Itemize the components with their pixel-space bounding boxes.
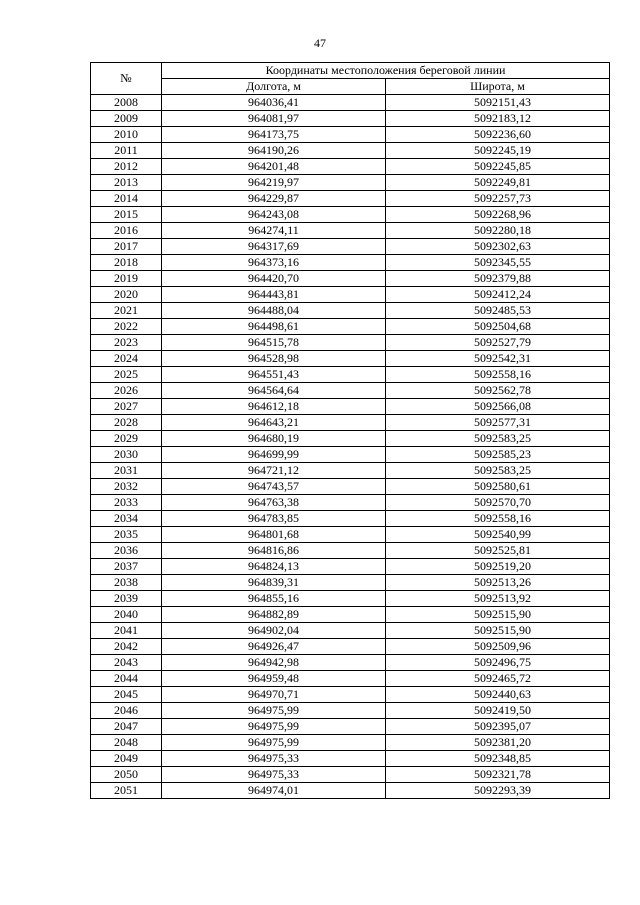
cell-longitude: 964959,48 [162,671,386,687]
cell-latitude: 5092504,68 [386,319,610,335]
cell-number: 2035 [91,527,162,543]
cell-latitude: 5092293,39 [386,783,610,799]
cell-longitude: 964201,48 [162,159,386,175]
table-row [91,735,610,751]
table-row [91,607,610,623]
table-row [91,143,610,159]
table-row [91,399,610,415]
cell-latitude: 5092379,88 [386,271,610,287]
header-number: № [91,63,162,95]
cell-longitude: 964970,71 [162,687,386,703]
cell-number: 2030 [91,447,162,463]
table-row [91,159,610,175]
table-row [91,703,610,719]
cell-latitude: 5092513,26 [386,575,610,591]
cell-longitude: 964975,99 [162,735,386,751]
cell-latitude: 5092485,53 [386,303,610,319]
cell-number: 2021 [91,303,162,319]
cell-number: 2029 [91,431,162,447]
cell-number: 2033 [91,495,162,511]
cell-latitude: 5092151,43 [386,95,610,111]
table-row [91,127,610,143]
cell-longitude: 964036,41 [162,95,386,111]
cell-number: 2008 [91,95,162,111]
cell-latitude: 5092381,20 [386,735,610,751]
cell-longitude: 964274,11 [162,223,386,239]
cell-longitude: 964975,33 [162,767,386,783]
table-row [91,559,610,575]
cell-number: 2017 [91,239,162,255]
cell-number: 2014 [91,191,162,207]
cell-number: 2015 [91,207,162,223]
cell-longitude: 964942,98 [162,655,386,671]
cell-longitude: 964839,31 [162,575,386,591]
table-row [91,415,610,431]
cell-longitude: 964975,99 [162,719,386,735]
cell-number: 2010 [91,127,162,143]
cell-latitude: 5092542,31 [386,351,610,367]
cell-number: 2027 [91,399,162,415]
cell-latitude: 5092515,90 [386,607,610,623]
cell-latitude: 5092525,81 [386,543,610,559]
table-row [91,367,610,383]
cell-longitude: 964612,18 [162,399,386,415]
cell-latitude: 5092558,16 [386,367,610,383]
cell-longitude: 964926,47 [162,639,386,655]
cell-longitude: 964488,04 [162,303,386,319]
cell-latitude: 5092465,72 [386,671,610,687]
cell-latitude: 5092580,61 [386,479,610,495]
cell-latitude: 5092583,25 [386,463,610,479]
table-row [91,591,610,607]
page-number: 47 [314,36,326,50]
table-row [91,95,610,111]
cell-latitude: 5092268,96 [386,207,610,223]
table-row [91,495,610,511]
table-row [91,687,610,703]
cell-number: 2026 [91,383,162,399]
cell-longitude: 964564,64 [162,383,386,399]
cell-latitude: 5092513,92 [386,591,610,607]
cell-longitude: 964855,16 [162,591,386,607]
table-row [91,111,610,127]
cell-latitude: 5092245,85 [386,159,610,175]
cell-latitude: 5092348,85 [386,751,610,767]
cell-latitude: 5092183,12 [386,111,610,127]
cell-latitude: 5092570,70 [386,495,610,511]
table-row [91,479,610,495]
cell-longitude: 964229,87 [162,191,386,207]
cell-number: 2046 [91,703,162,719]
cell-number: 2012 [91,159,162,175]
cell-latitude: 5092245,19 [386,143,610,159]
table-row [91,511,610,527]
cell-latitude: 5092440,63 [386,687,610,703]
cell-longitude: 964190,26 [162,143,386,159]
table-row [91,719,610,735]
table-row [91,655,610,671]
cell-longitude: 964443,81 [162,287,386,303]
cell-longitude: 964975,99 [162,703,386,719]
cell-longitude: 964528,98 [162,351,386,367]
cell-longitude: 964721,12 [162,463,386,479]
cell-longitude: 964801,68 [162,527,386,543]
cell-number: 2047 [91,719,162,735]
cell-latitude: 5092345,55 [386,255,610,271]
header-latitude: Широта, м [386,79,610,95]
table-row [91,207,610,223]
cell-longitude: 964816,86 [162,543,386,559]
cell-number: 2031 [91,463,162,479]
cell-longitude: 964824,13 [162,559,386,575]
cell-latitude: 5092302,63 [386,239,610,255]
table-body [91,95,610,799]
cell-longitude: 964173,75 [162,127,386,143]
table-row [91,287,610,303]
cell-number: 2009 [91,111,162,127]
cell-longitude: 964699,99 [162,447,386,463]
cell-number: 2011 [91,143,162,159]
table-row [91,175,610,191]
header-coordinates-group: Координаты местоположения береговой линии [162,63,610,79]
cell-longitude: 964763,38 [162,495,386,511]
table-row [91,191,610,207]
table-row [91,383,610,399]
cell-longitude: 964643,21 [162,415,386,431]
cell-number: 2018 [91,255,162,271]
table-row [91,447,610,463]
cell-latitude: 5092249,81 [386,175,610,191]
cell-number: 2050 [91,767,162,783]
cell-number: 2025 [91,367,162,383]
cell-longitude: 964243,08 [162,207,386,223]
cell-latitude: 5092496,75 [386,655,610,671]
cell-number: 2016 [91,223,162,239]
cell-number: 2032 [91,479,162,495]
cell-number: 2036 [91,543,162,559]
cell-number: 2039 [91,591,162,607]
cell-number: 2041 [91,623,162,639]
table-row [91,351,610,367]
cell-latitude: 5092577,31 [386,415,610,431]
cell-longitude: 964975,33 [162,751,386,767]
table-row [91,543,610,559]
table-row [91,463,610,479]
cell-number: 2038 [91,575,162,591]
cell-number: 2023 [91,335,162,351]
table-row [91,223,610,239]
cell-latitude: 5092321,78 [386,767,610,783]
cell-number: 2044 [91,671,162,687]
table-row [91,255,610,271]
table-row [91,671,610,687]
cell-latitude: 5092585,23 [386,447,610,463]
cell-longitude: 964974,01 [162,783,386,799]
table-row [91,271,610,287]
cell-longitude: 964680,19 [162,431,386,447]
cell-longitude: 964783,85 [162,511,386,527]
cell-latitude: 5092236,60 [386,127,610,143]
cell-longitude: 964882,89 [162,607,386,623]
cell-number: 2045 [91,687,162,703]
cell-longitude: 964498,61 [162,319,386,335]
header-longitude: Долгота, м [162,79,386,95]
table-row [91,303,610,319]
cell-latitude: 5092562,78 [386,383,610,399]
cell-number: 2034 [91,511,162,527]
table-row [91,623,610,639]
cell-number: 2048 [91,735,162,751]
cell-number: 2037 [91,559,162,575]
table-row [91,767,610,783]
cell-longitude: 964420,70 [162,271,386,287]
cell-longitude: 964902,04 [162,623,386,639]
table-row [91,335,610,351]
cell-number: 2049 [91,751,162,767]
cell-number: 2051 [91,783,162,799]
cell-longitude: 964373,16 [162,255,386,271]
cell-longitude: 964515,78 [162,335,386,351]
table-row [91,239,610,255]
cell-latitude: 5092257,73 [386,191,610,207]
cell-latitude: 5092566,08 [386,399,610,415]
cell-longitude: 964219,97 [162,175,386,191]
cell-latitude: 5092527,79 [386,335,610,351]
cell-longitude: 964081,97 [162,111,386,127]
cell-number: 2040 [91,607,162,623]
cell-number: 2019 [91,271,162,287]
cell-latitude: 5092515,90 [386,623,610,639]
cell-longitude: 964743,57 [162,479,386,495]
table-row [91,751,610,767]
cell-number: 2020 [91,287,162,303]
cell-latitude: 5092519,20 [386,559,610,575]
cell-number: 2042 [91,639,162,655]
cell-number: 2043 [91,655,162,671]
cell-number: 2028 [91,415,162,431]
cell-longitude: 964551,43 [162,367,386,383]
coordinates-table [90,62,610,799]
cell-number: 2013 [91,175,162,191]
cell-latitude: 5092509,96 [386,639,610,655]
cell-latitude: 5092412,24 [386,287,610,303]
cell-number: 2024 [91,351,162,367]
cell-latitude: 5092583,25 [386,431,610,447]
cell-latitude: 5092558,16 [386,511,610,527]
table-row [91,527,610,543]
cell-latitude: 5092419,50 [386,703,610,719]
table-header [91,63,610,95]
cell-latitude: 5092280,18 [386,223,610,239]
cell-number: 2022 [91,319,162,335]
cell-latitude: 5092395,07 [386,719,610,735]
cell-longitude: 964317,69 [162,239,386,255]
table-row [91,575,610,591]
cell-latitude: 5092540,99 [386,527,610,543]
table-row [91,319,610,335]
table-row [91,639,610,655]
table-row [91,431,610,447]
table-row [91,783,610,799]
